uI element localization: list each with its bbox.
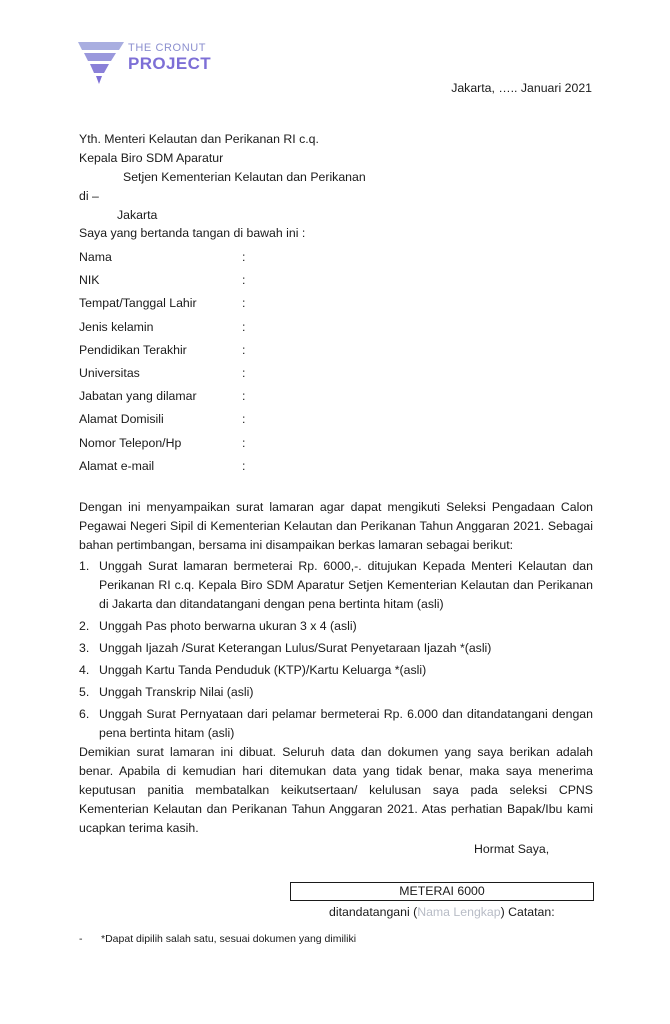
field-colon: : (242, 273, 246, 288)
field-label: Alamat e-mail (79, 458, 155, 473)
field-row (79, 457, 379, 480)
field-colon: : (242, 250, 246, 264)
field-label: Nomor Telepon/Hp (79, 435, 182, 450)
closing-salutation: Hormat Saya, (474, 842, 550, 856)
field-colon: : (242, 412, 246, 427)
list-text: Unggah Surat lamaran bermeterai Rp. 6000,-. ditujukan Kepada Menteri Kelautan dan Perikanan RI c.q. Kepala Biro SDM Aparatur Setjen Kementerian Kelautan dan Perikanan di Jakarta dan ditandatangani dengan pena bertinta hitam (asli) (99, 559, 593, 611)
field-label: Tempat/Tanggal Lahir (79, 296, 197, 311)
list-number: 1. (79, 559, 90, 573)
address-line: Jakarta (117, 208, 158, 222)
address-line: Yth. Menteri Kelautan dan Perikanan RI c.q. (79, 132, 319, 146)
field-row (79, 318, 379, 341)
list-item (79, 617, 593, 636)
field-label: Nama (79, 250, 112, 264)
logo-text-line1: THE CRONUT (128, 42, 207, 54)
field-colon: : (242, 435, 246, 450)
signature-line (329, 903, 555, 922)
signature-suffix: ) Catatan: (500, 905, 555, 919)
list-number: 6. (79, 707, 90, 721)
body-paragraph-2: Demikian surat lamaran ini dibuat. Seluruh data dan dokumen yang saya berikan adalah benar. Apabila di kemudian hari ditemukan data yang tidak benar, maka saya menerima keputusan panitia membatalkan keikutsertaan/ kelulusan saya pada seleksi CPNS Kementerian Kelautan dan Perikanan Tahun Anggaran 2021. Atas perhatian Bapak/Ibu kami ucapkan terima kasih. (79, 745, 593, 835)
stamp-box: METERAI 6000 (290, 882, 594, 901)
address-line: Kepala Biro SDM Aparatur (79, 151, 224, 165)
letter-date: Jakarta, ….. Januari 2021 (451, 81, 592, 95)
field-row (79, 434, 379, 457)
body-paragraph-1: Dengan ini menyampaikan surat lamaran agar dapat mengikuti Seleksi Pengadaan Calon Pegawai Negeri Sipil di Kementerian Kelautan dan Perikanan Tahun Anggaran 2021. Sebagai bahan pertimbangan, bersama ini disampaikan berkas lamaran sebagai berikut: (79, 500, 593, 552)
field-colon: : (242, 458, 246, 473)
field-colon: : (242, 389, 246, 404)
field-label: NIK (79, 273, 100, 288)
field-row (79, 387, 379, 410)
field-colon: : (242, 296, 246, 311)
footnote (79, 930, 499, 948)
footnote-dash: - (79, 933, 83, 945)
cronut-logo-icon (78, 40, 124, 86)
list-text: Unggah Pas photo berwarna ukuran 3 x 4 (asli) (99, 619, 357, 633)
address-line: Setjen Kementerian Kelautan dan Perikanan (123, 170, 366, 184)
list-item (79, 557, 593, 614)
field-row (79, 248, 379, 271)
list-text: Unggah Surat Pernyataan dari pelamar bermeterai Rp. 6.000 dan ditandatangani dengan pena bertinta hitam (asli) (99, 707, 593, 740)
address-block (79, 130, 366, 225)
document-list (79, 557, 593, 746)
field-colon: : (242, 319, 246, 334)
field-row (79, 294, 379, 317)
list-item (79, 661, 593, 680)
list-item (79, 639, 593, 658)
field-row (79, 410, 379, 433)
list-number: 4. (79, 663, 90, 677)
field-label: Universitas (79, 365, 140, 380)
intro-text: Saya yang bertanda tangan di bawah ini : (79, 226, 306, 240)
list-item (79, 683, 593, 702)
field-row (79, 271, 379, 294)
field-colon: : (242, 342, 246, 357)
footnote-text: *Dapat dipilih salah satu, sesuai dokumen yang dimiliki (101, 933, 357, 945)
field-label: Jenis kelamin (79, 319, 154, 334)
field-row (79, 364, 379, 387)
list-number: 5. (79, 685, 90, 699)
field-colon: : (242, 365, 246, 380)
list-item (79, 705, 593, 743)
applicant-fields (79, 248, 379, 480)
field-label: Alamat Domisili (79, 412, 164, 427)
list-number: 3. (79, 641, 90, 655)
signature-name-placeholder: Nama Lengkap (417, 905, 501, 919)
address-line: di – (79, 189, 99, 203)
field-row (79, 341, 379, 364)
logo-text-line2: PROJECT (128, 54, 212, 73)
list-text: Unggah Kartu Tanda Penduduk (KTP)/Kartu Keluarga *(asli) (99, 663, 427, 677)
field-label: Pendidikan Terakhir (79, 342, 187, 357)
list-text: Unggah Ijazah /Surat Keterangan Lulus/Surat Penyetaraan Ijazah *(asli) (99, 641, 492, 655)
field-label: Jabatan yang dilamar (79, 389, 197, 404)
list-text: Unggah Transkrip Nilai (asli) (99, 685, 254, 699)
cronut-logo (78, 40, 218, 86)
list-number: 2. (79, 619, 90, 633)
signature-prefix: ditandatangani ( (329, 905, 418, 919)
